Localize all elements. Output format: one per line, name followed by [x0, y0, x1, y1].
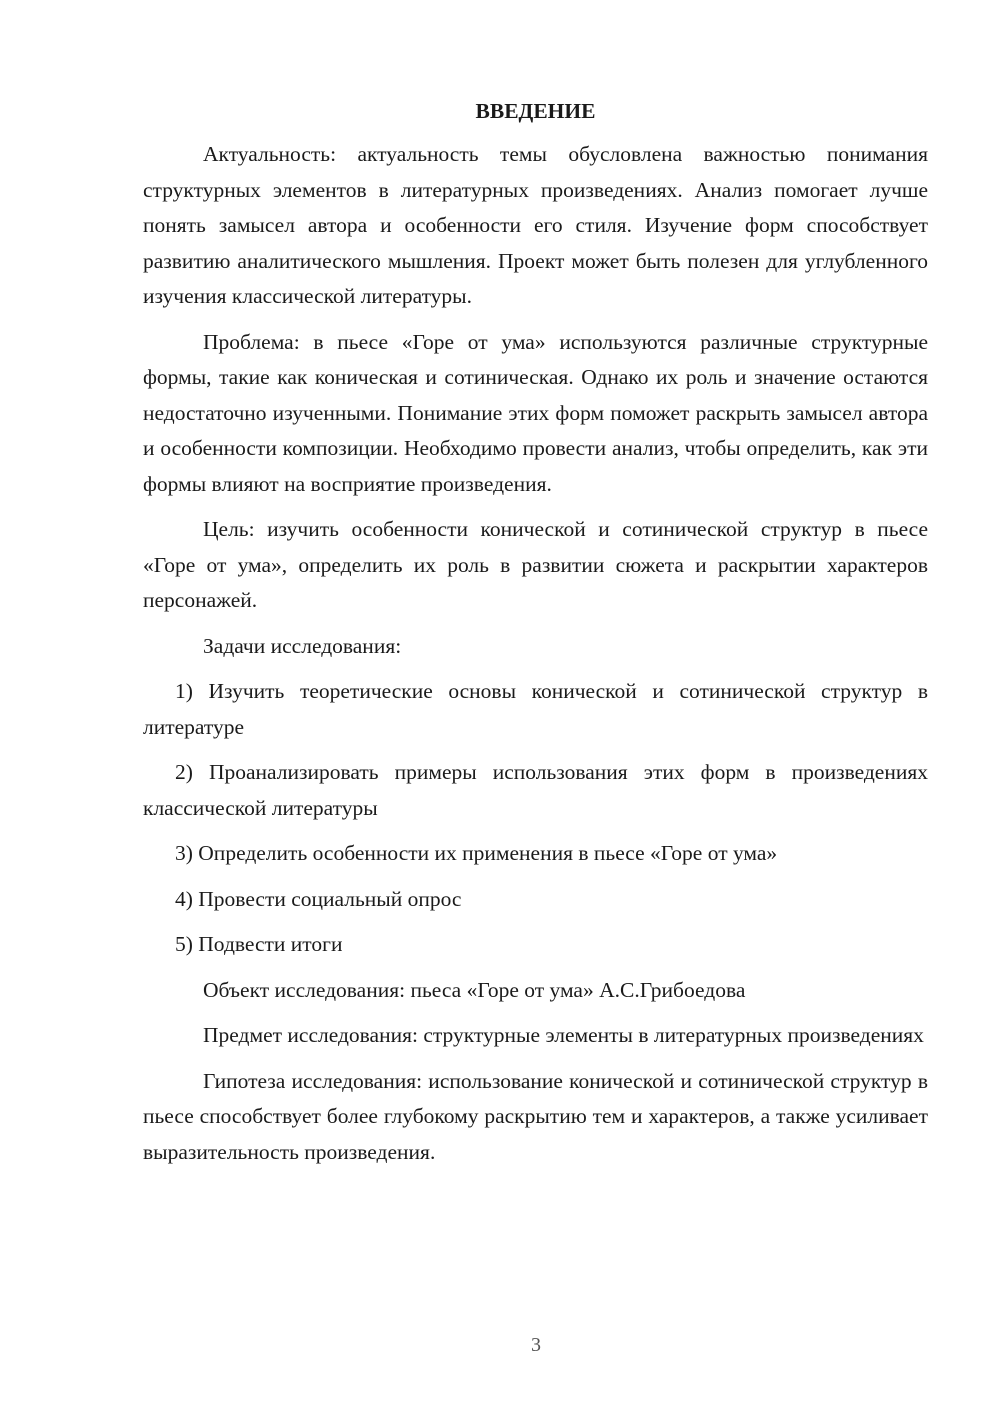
task-item-3: 3) Определить особенности их применения в пьесе «Горе от ума»	[175, 841, 778, 865]
task-item-1: 1) Изучить теоретические основы конической и сотинической структур в литературе	[143, 679, 928, 739]
task-item-5: 5) Подвести итоги	[175, 932, 343, 956]
relevance-paragraph: Актуальность: актуальность темы обусловлена важностью понимания структурных элементов в литературных произведениях. Анализ помогает лучше понять замысел автора и особенности его стиля. Изучение форм способствует развитию аналитического мышления. Проект может быть полезен для углубленного изучения классической литературы.	[143, 142, 928, 308]
tasks-heading: Задачи исследования:	[203, 633, 402, 658]
section-title: ВВЕДЕНИЕ	[475, 99, 596, 123]
task-item-4: 4) Провести социальный опрос	[175, 886, 462, 911]
task-item-2: 2) Проанализировать примеры использования этих форм в произведениях классической литературы	[143, 760, 928, 820]
research-object-paragraph: Объект исследования: пьеса «Горе от ума» А.С.Грибоедова	[203, 977, 746, 1002]
page-number: 3	[531, 1334, 541, 1356]
hypothesis-paragraph: Гипотеза исследования: использование конической и сотинической структур в пьесе способствует более глубокому раскрытию тем и характеров, а также усиливает выразительность произведения.	[143, 1068, 928, 1164]
goal-paragraph: Цель: изучить особенности конической и сотинической структур в пьесе «Горе от ума», определить их роль в развитии сюжета и раскрытии характеров персонажей.	[143, 517, 928, 612]
problem-paragraph: Проблема: в пьесе «Горе от ума» используются различные структурные формы, такие как коническая и сотиническая. Однако их роль и значение остаются недостаточно изученными. Понимание этих форм поможет раскрыть замысел автора и особенности композиции. Необходимо провести анализ, чтобы определить, как эти формы влияют на восприятие произведения.	[143, 329, 928, 496]
research-subject-paragraph: Предмет исследования: структурные элементы в литературных произведениях	[203, 1023, 924, 1047]
document-body	[143, 95, 928, 1170]
